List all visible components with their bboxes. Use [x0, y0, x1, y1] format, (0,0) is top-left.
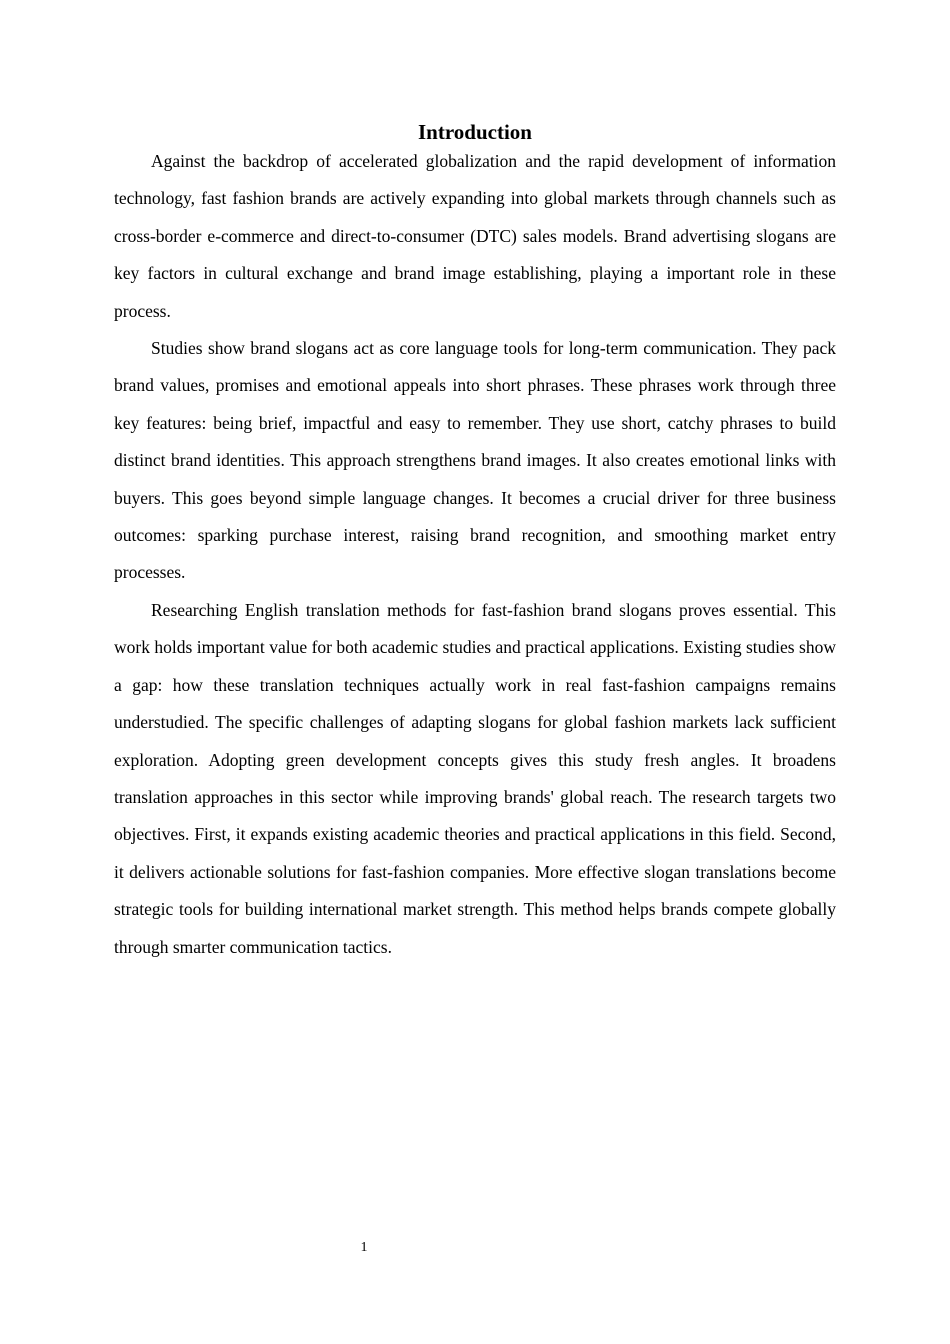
page-title: Introduction: [418, 120, 532, 144]
paragraph-1: Against the backdrop of accelerated globalization and the rapid development of information technology, fast fashion brands are actively expanding into global markets through channels such as cross-border e-commerce and direct-to-consumer (DTC) sales models. Brand advertising slogans are key factors in cultural exchange and brand image establishing, playing a important role in these process.: [114, 151, 836, 321]
page-number: 1: [360, 1240, 368, 1255]
body-text: [114, 143, 836, 966]
paragraph-3: Researching English translation methods for fast-fashion brand slogans proves essential. This work holds important value for both academic studies and practical applications. Existing studies show a gap: how these translation techniques actually work in real fast-fashion campaigns remains understudied. The specific challenges of adapting slogans for global fashion markets lack sufficient exploration. Adopting green development concepts gives this study fresh angles. It broadens translation approaches in this sector while improving brands' global reach. The research targets two objectives. First, it expands existing academic theories and practical applications in this field. Second, it delivers actionable solutions for fast-fashion companies. More effective slogan translations become strategic tools for building international market strength. This method helps brands compete globally through smarter communication tactics.: [114, 599, 836, 957]
paragraph-2: Studies show brand slogans act as core language tools for long-term communication. They pack brand values, promises and emotional appeals into short phrases. These phrases work through three key features: being brief, impactful and easy to remember. They use short, catchy phrases to build distinct brand identities. This approach strengthens brand images. It also creates emotional links with buyers. This goes beyond simple language changes. It becomes a crucial driver for three business outcomes: sparking purchase interest, raising brand recognition, and smoothing market entry processes.: [114, 338, 836, 583]
